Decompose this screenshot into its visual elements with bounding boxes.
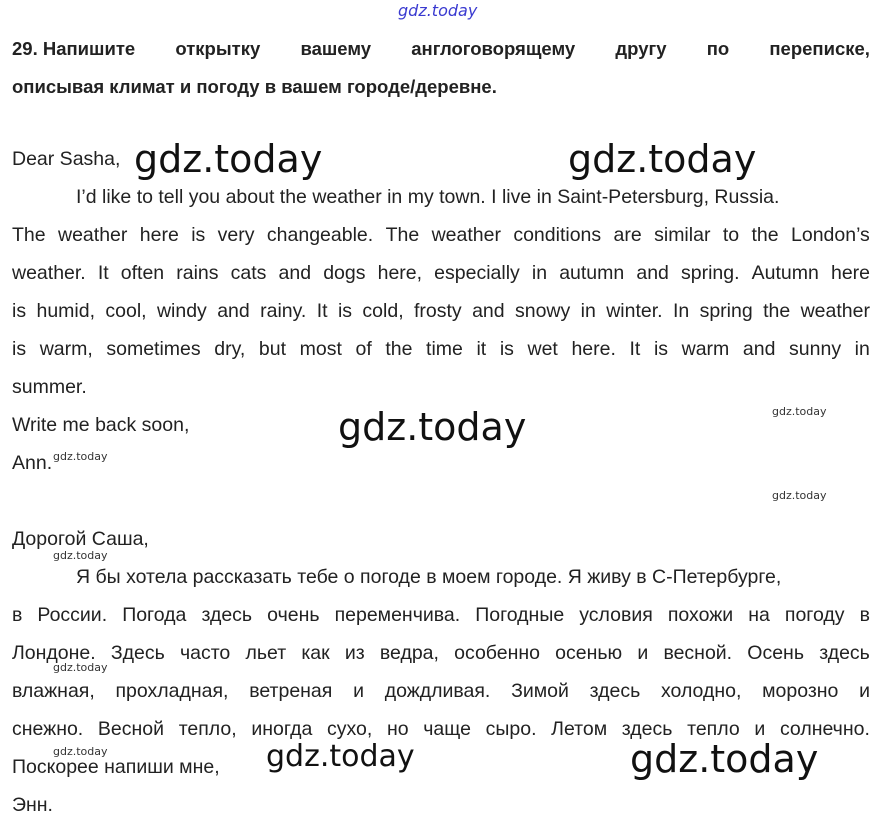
- word: переменчива.: [334, 604, 461, 626]
- english-text-line: I’d like to tell you about the weather in my town. I live in Saint-Petersburg, Russia.: [76, 186, 780, 208]
- word: и: [859, 680, 870, 702]
- word: changeable.: [266, 224, 374, 246]
- word: here: [139, 224, 179, 246]
- word: time: [426, 338, 463, 360]
- word: сухо,: [326, 718, 373, 740]
- word: warm: [681, 338, 730, 360]
- russian-text-line: [12, 679, 870, 703]
- word: часто: [179, 642, 231, 664]
- word: windy: [156, 300, 207, 322]
- word: weather.: [12, 262, 86, 284]
- word: and: [742, 338, 776, 360]
- word: autumn: [559, 262, 625, 284]
- word: London’s: [791, 224, 870, 246]
- word: солнечно.: [779, 718, 870, 740]
- word: is: [191, 224, 206, 246]
- watermark-small: gdz.today: [53, 450, 108, 463]
- task-word: по: [706, 38, 730, 59]
- word: It: [97, 262, 109, 284]
- watermark-large: gdz.today: [568, 137, 757, 181]
- word: often: [120, 262, 165, 284]
- word: but: [258, 338, 287, 360]
- word: чаще: [423, 718, 471, 740]
- word: тепло: [687, 718, 740, 740]
- word: cold,: [362, 300, 404, 322]
- word: Весной: [97, 718, 165, 740]
- word: weather: [431, 224, 501, 246]
- word: Погода: [122, 604, 187, 626]
- word: морозно: [762, 680, 839, 702]
- word: is: [12, 300, 27, 322]
- word: in: [531, 262, 548, 284]
- word: rains: [176, 262, 219, 284]
- watermark-small: gdz.today: [772, 405, 827, 418]
- word: weather: [800, 300, 870, 322]
- word: and: [278, 262, 312, 284]
- word: здесь: [621, 718, 673, 740]
- word: to: [722, 224, 740, 246]
- word: здесь: [819, 642, 870, 664]
- word: sometimes: [106, 338, 201, 360]
- word: In: [672, 300, 690, 322]
- word: conditions: [513, 224, 602, 246]
- word: условия: [579, 604, 653, 626]
- word: Здесь: [110, 642, 165, 664]
- watermark-large: gdz.today: [338, 405, 527, 449]
- task-word: переписке,: [769, 38, 870, 59]
- word: холодно,: [661, 680, 742, 702]
- word: warm,: [39, 338, 93, 360]
- russian-greeting: Дорогой Саша,: [12, 528, 149, 550]
- word: especially: [434, 262, 520, 284]
- word: is: [499, 338, 514, 360]
- word: тепло,: [178, 718, 237, 740]
- word: Лондоне.: [12, 642, 96, 664]
- word: is: [12, 338, 27, 360]
- word: из: [344, 642, 365, 664]
- english-signature: Ann.: [12, 452, 53, 474]
- word: very: [217, 224, 255, 246]
- word: and: [472, 300, 505, 322]
- russian-text-line: [12, 717, 870, 741]
- word: winter.: [606, 300, 663, 322]
- english-text-line: [12, 299, 870, 323]
- word: похожи: [667, 604, 734, 626]
- word: and: [636, 262, 669, 284]
- word: сыро.: [485, 718, 537, 740]
- word: here.: [571, 338, 616, 360]
- word: The: [12, 224, 46, 246]
- russian-text-line: [12, 641, 870, 665]
- word: humid,: [36, 300, 95, 322]
- word: the: [763, 300, 791, 322]
- word: Autumn: [751, 262, 819, 284]
- word: sunny: [789, 338, 842, 360]
- word: и: [353, 680, 364, 702]
- word: Летом: [551, 718, 608, 740]
- word: Погодные: [475, 604, 565, 626]
- word: It: [629, 338, 641, 360]
- task-word: открытку: [175, 38, 261, 59]
- english-text-line: [12, 261, 870, 285]
- word: spring: [699, 300, 753, 322]
- word: It: [316, 300, 328, 322]
- task-word: вашему: [300, 38, 372, 59]
- word: dry,: [214, 338, 246, 360]
- word: of: [355, 338, 372, 360]
- english-text-line: [12, 223, 870, 247]
- task-heading: [12, 30, 870, 106]
- word: Осень: [747, 642, 804, 664]
- word: weather: [58, 224, 128, 246]
- word: the: [385, 338, 413, 360]
- word: в: [859, 604, 870, 626]
- russian-text-line: [12, 603, 870, 627]
- watermark-small: gdz.today: [53, 661, 108, 674]
- word: in: [854, 338, 870, 360]
- word: на: [748, 604, 770, 626]
- word: погоду: [784, 604, 845, 626]
- word: Зимой: [511, 680, 569, 702]
- task-line-1: [12, 30, 870, 68]
- word: and: [217, 300, 250, 322]
- word: снежно.: [12, 718, 84, 740]
- watermark-large: gdz.today: [630, 737, 819, 781]
- word: here,: [377, 262, 423, 284]
- russian-closing: Поскорее напиши мне,: [12, 756, 220, 778]
- watermark-top: gdz.today: [398, 1, 478, 20]
- word: ведра,: [379, 642, 439, 664]
- word: frosty: [414, 300, 462, 322]
- task-word: 29. Напишите: [12, 38, 136, 59]
- english-closing: Write me back soon,: [12, 414, 190, 436]
- watermark-large: gdz.today: [134, 137, 323, 181]
- word: The: [385, 224, 420, 246]
- russian-signature: Энн.: [12, 794, 53, 816]
- word: is: [653, 338, 669, 360]
- word: дождливая.: [384, 680, 491, 702]
- word: весной.: [663, 642, 733, 664]
- word: как: [301, 642, 330, 664]
- word: льет: [245, 642, 287, 664]
- word: snowy: [514, 300, 571, 322]
- word: the: [751, 224, 779, 246]
- word: особенно: [454, 642, 540, 664]
- word: ветреная: [249, 680, 333, 702]
- word: иногда: [251, 718, 313, 740]
- word: it: [476, 338, 487, 360]
- watermark-small: gdz.today: [772, 489, 827, 502]
- word: rainy.: [260, 300, 307, 322]
- watermark-small: gdz.today: [53, 745, 108, 758]
- word: here: [830, 262, 870, 284]
- word: но: [386, 718, 409, 740]
- word: most: [299, 338, 342, 360]
- word: are: [613, 224, 642, 246]
- word: dogs: [323, 262, 366, 284]
- word: wet: [527, 338, 558, 360]
- word: и: [754, 718, 766, 740]
- word: cats: [230, 262, 267, 284]
- word: России.: [37, 604, 108, 626]
- word: и: [637, 642, 649, 664]
- english-greeting: Dear Sasha,: [12, 148, 121, 170]
- word: in: [580, 300, 596, 322]
- word: spring.: [681, 262, 740, 284]
- word: влажная,: [12, 680, 95, 702]
- task-line-2: описывая климат и погоду в вашем городе/деревне.: [12, 76, 497, 97]
- russian-text-line: Я бы хотела рассказать тебе о погоде в моем городе. Я живу в С-Петербурге,: [76, 566, 782, 588]
- word: similar: [654, 224, 711, 246]
- english-text-line: [12, 337, 870, 361]
- word: осенью: [555, 642, 623, 664]
- task-word: англоговорящему: [411, 38, 576, 59]
- word: в: [12, 604, 23, 626]
- word: очень: [267, 604, 320, 626]
- word: здесь: [201, 604, 253, 626]
- word: cool,: [105, 300, 147, 322]
- word: is: [337, 300, 353, 322]
- watermark-medium: gdz.today: [266, 739, 415, 774]
- word: здесь: [589, 680, 641, 702]
- english-text-line: summer.: [12, 376, 87, 398]
- word: прохладная,: [115, 680, 229, 702]
- task-word: другу: [615, 38, 667, 59]
- watermark-small: gdz.today: [53, 549, 108, 562]
